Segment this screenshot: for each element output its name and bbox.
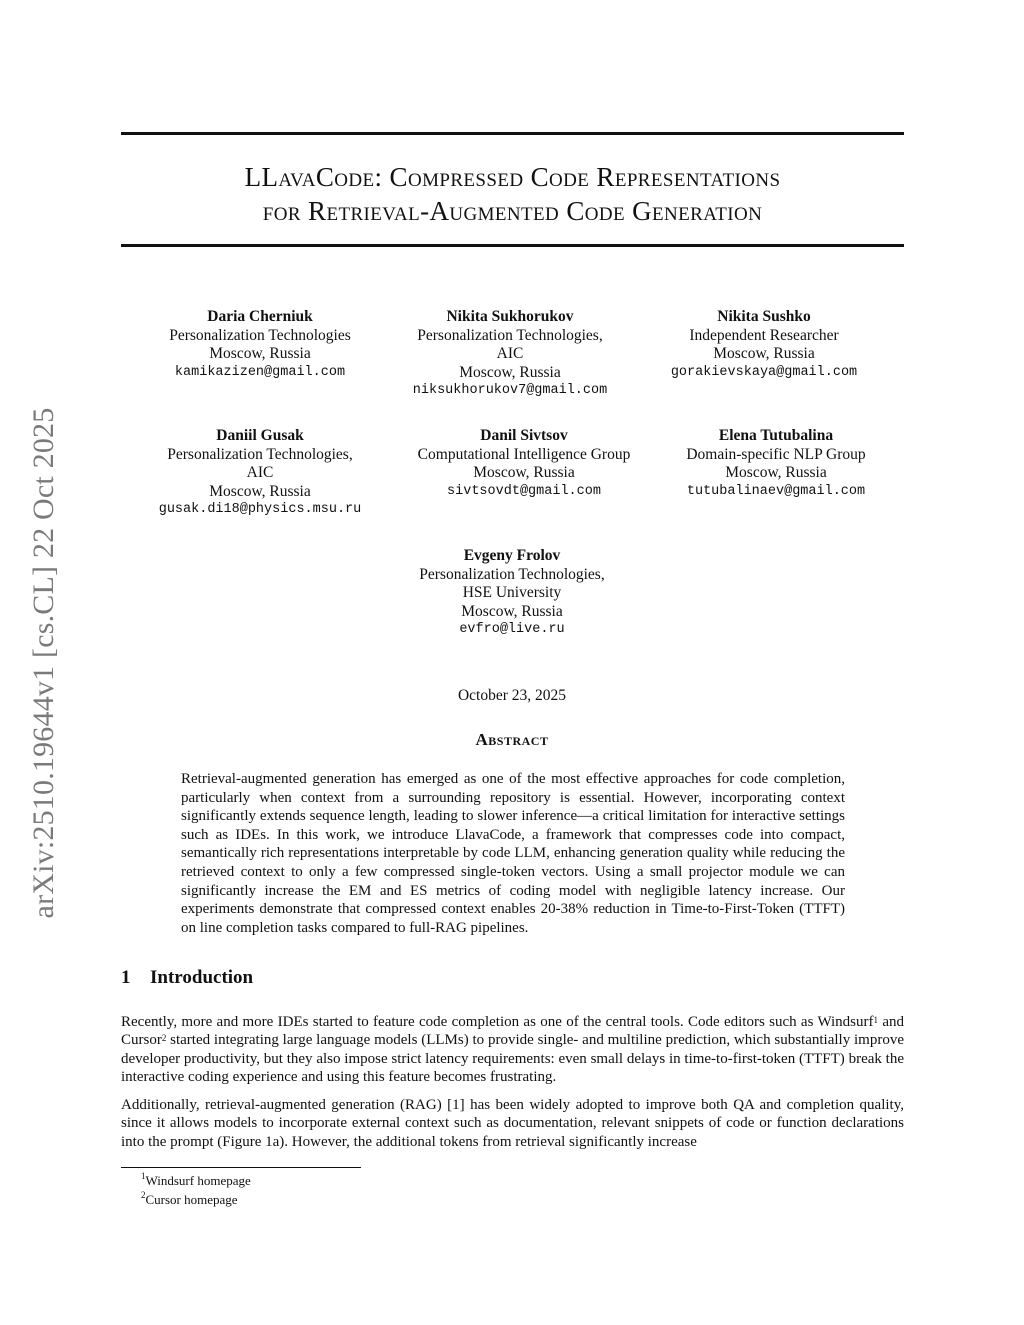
author-email[interactable]: tutubalinaev@gmail.com [686,483,866,499]
author-affiliation: AIC [496,345,524,362]
author-affiliation: Personalization Technologies, [419,565,605,583]
title-bottom-rule [121,244,904,247]
author-location: Moscow, Russia [209,345,311,362]
author-affiliation: Personalization Technologies [169,326,351,344]
abstract-text: Retrieval-augmented generation has emerged as one of the most effective approaches for code completion, particularly when context from a surrounding repository is essential. However, incorporating context significantly extends sequence length, leading to slower inference—a critical limitation for interactive settings such as IDEs. In this work, we introduce LlavaCode, a framework that compresses code into compact, semantically rich representations interpretable by code LLM, enhancing generation quality while reducing the retrieved context to only a few compressed single-token vectors. Using a small projector module we can significantly increase the EM and ES metrics of coding model with negligible latency increase. Our experiments demonstrate that compressed context enables 20-38% reduction in Time-to-First-Token (TTFT) on line completion tasks compared to full-RAG pipelines. [181,771,845,936]
footnote-link[interactable]: Windsurf homepage [145,1173,251,1188]
intro-paragraph-1 [121,1013,904,1086]
author-affiliation: Personalization Technologies, [167,445,353,463]
footnote-2 [141,1192,238,1208]
author-affiliation: HSE University [462,584,562,601]
abstract-heading: Abstract [475,730,549,749]
footnote-mark: 2 [141,1190,146,1200]
title-line-1: LLavaCode: Compressed Code Representations [244,162,781,192]
author-email[interactable]: evfro@live.ru [459,622,565,637]
section-heading [121,967,253,989]
author-block [362,547,662,640]
footnote-link[interactable]: Cursor homepage [145,1192,238,1207]
author-location: Moscow, Russia [461,602,563,620]
paragraph-text: and Cursor [121,1014,904,1049]
publication-date: October 23, 2025 [457,687,567,704]
title-line-2: for Retrieval-Augmented Code Generation [262,196,763,226]
paper-title [121,160,904,228]
paragraph-text: Recently, more and more IDEs started to feature code completion as one of the central tools. Code editors such as Windsurf [121,1014,874,1030]
footnote-rule [121,1167,361,1168]
footnote-ref-2[interactable]: 2 [161,1033,167,1044]
author-location: Moscow, Russia [459,363,561,381]
author-name: Daniil Gusak [216,427,304,444]
author-location: Moscow, Russia [209,482,311,500]
author-name: Elena Tutubalina [718,427,834,444]
author-affiliation: Domain-specific NLP Group [686,445,866,463]
footnote-mark: 1 [141,1171,146,1181]
paragraph-text: started integrating large language models (LLMs) to provide single- and multiline prediction, which substantially improve developer productivity, but they also impose strict latency requirements: even small delays in time-to-first-token (TTFT) break the interactive coding experience and using this feature becomes frustrating. [121,1032,904,1085]
author-block [110,427,410,520]
author-email[interactable]: sivtsovdt@gmail.com [447,483,601,499]
section-title: Introduction [150,967,254,988]
section-number: 1 [121,967,131,988]
footnote-ref-1[interactable]: 1 [873,1015,879,1025]
author-block [614,308,914,382]
title-top-rule [121,132,904,135]
footnote-1 [141,1173,251,1189]
author-affiliation: AIC [246,464,274,481]
author-name: Danil Sivtsov [480,427,568,444]
arxiv-side-stamp: arXiv:2510.19644v1 [cs.CL] 22 Oct 2025 [27,407,60,919]
author-email[interactable]: niksukhorukov7@gmail.com [412,383,608,398]
intro-paragraph-2: Additionally, retrieval-augmented generation (RAG) [1] has been widely adopted to improve both QA and completion quality, since it allows models to incorporate external context such as documentation, relevant snippets of code or function declarations into the prompt (Figure 1a). However, the additional tokens from retrieval significantly increase [121,1097,904,1150]
author-affiliation: Personalization Technologies, [417,326,603,344]
author-email[interactable]: gorakievskaya@gmail.com [670,364,858,380]
author-email[interactable]: kamikazizen@gmail.com [174,364,346,380]
author-email[interactable]: gusak.di18@physics.msu.ru [158,502,362,517]
author-location: Moscow, Russia [725,464,827,481]
author-block [626,427,926,501]
author-name: Evgeny Frolov [463,547,561,564]
author-location: Moscow, Russia [473,464,575,481]
author-affiliation: Computational Intelligence Group [417,445,631,463]
author-affiliation: Independent Researcher [689,326,839,344]
author-location: Moscow, Russia [713,345,815,362]
author-name: Nikita Sushko [717,308,811,325]
author-name: Daria Cherniuk [207,308,313,325]
author-name: Nikita Sukhorukov [446,308,574,325]
